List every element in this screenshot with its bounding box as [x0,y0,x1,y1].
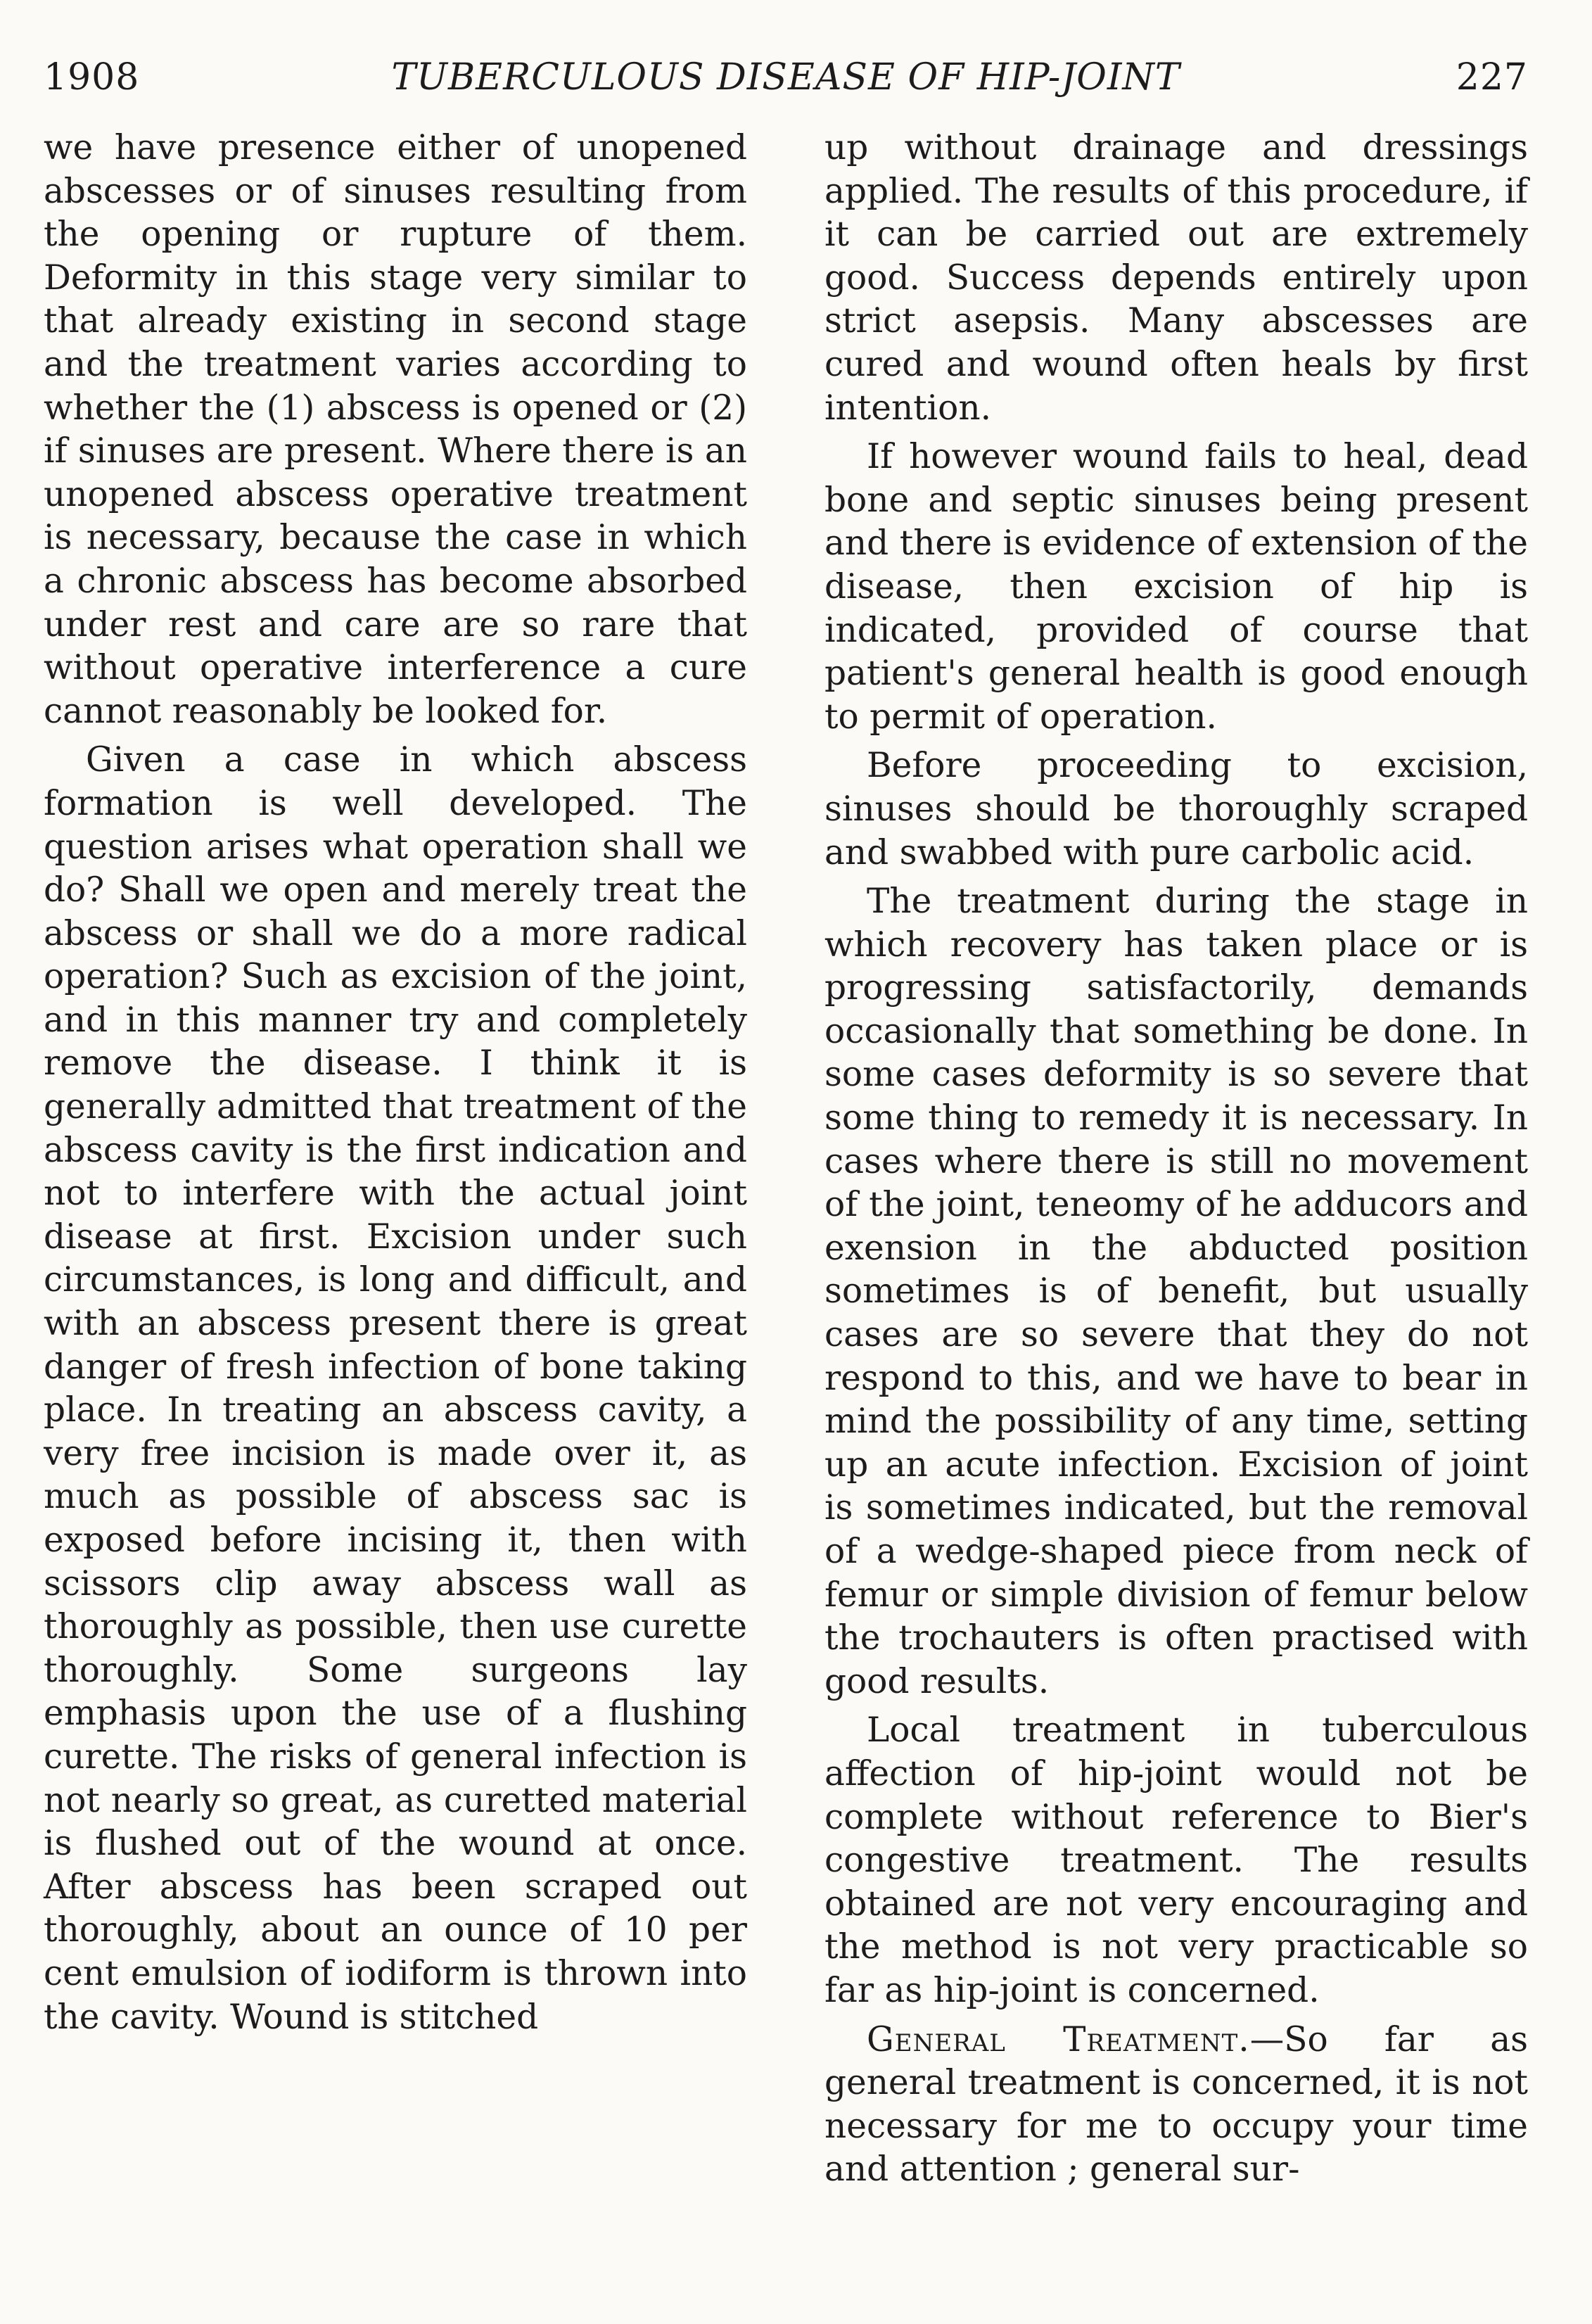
journal-page [44,49,1528,2287]
page-number: 227 [1456,56,1528,99]
running-head [44,49,1528,117]
left-column [44,127,747,2192]
running-head-year: 1908 [44,56,140,99]
right-column [824,127,1528,2192]
text-columns [44,127,1528,2192]
paragraph-text: —So far as general treatment is concerned, it is not necessary for me to occupy your time and attention ; general sur- [824,2019,1528,2190]
paragraph: The treatment during the stage in which recovery has taken place or is progressing satisfactorily, demands occasionally that something be done. In some cases deformity is so severe that some thing to remedy it is necessary. In cases where there is still no movement of the joint, tenеomy of he adducors and exension in the abducted position sometimes is of benefit, but usually cases are so severe that they do not respond to this, and we have to bear in mind the possibility of any time, setting up an acute infection. Excision of joint is sometimes indicated, but the removal of a wedge-shaped piece from neck of femur or simple division of femur below the trochauters is often practised with good results. [824,882,1528,1701]
paragraph: Before proceeding to excision, sinuses should be thoroughly scraped and swabbed with pure carbolic acid. [824,746,1528,872]
paragraph: If however wound fails to heal, dead bone and septic sinuses being present and there is evidence of extension of the disease, then excision of hip is indicated, provided of course that patient's general health is good enough to permit of operation. [824,437,1528,737]
paragraph: Local treatment in tuberculous affection of hip-joint would not be complete without reference to Bier's congestive treatment. The results obtained are not very encouraging and the method is not very practicable so far as hip-joint is concerned. [824,1710,1528,2010]
running-head-title: TUBERCULOUS DISEASE OF HIP-JOINT [391,56,1180,99]
paragraph [824,2019,1528,2192]
paragraph: up without drainage and dressings applied. The results of this procedure, if it can be carried out are extremely good. Success depends entirely upon strict asepsis. Many abscesses are cured and wound often heals by first intention. [824,128,1528,428]
paragraph: Given a case in which abscess formation is well developed. The question arises what operation shall we do? Shall we open and merely treat the abscess or shall we do a more radical operation? Such as excision of the joint, and in this manner try and completely remove the disease. I think it is generally admitted that treatment of the abscess cavity is the first indication and not to interfere with the actual joint disease at first. Excision under such circumstances, is long and difficult, and with an abscess present there is great danger of fresh infection of bone taking place. In treating an abscess cavity, a very free incision is made over it, as much as possible of abscess sac is exposed before incising it, then with scissors clip away abscess wall as thoroughly as possible, then use curette thoroughly. Some surgeons lay emphasis upon the use of a flushing curette. The risks of general infection is not nearly so great, as curetted material is flushed out of the wound at once. After abscess has been scraped out thoroughly, about an ounce of 10 per cent emulsion of iodiform is thrown into the cavity. Wound is stitched [44,740,747,2037]
section-heading: General Treatment. [867,2019,1250,2059]
paragraph: we have presence either of unopened abscesses or of sinuses resulting from the opening or rupture of them. Deformity in this stage very similar to that already existing in second stage and the treatment varies according to whether the (1) abscess is opened or (2) if sinuses are present. Where there is an unopened abscess operative treatment is necessary, because the case in which a chronic abscess has become absorbed under rest and care are so rare that without operative interference a cure cannot reasonably be looked for. [44,128,747,731]
